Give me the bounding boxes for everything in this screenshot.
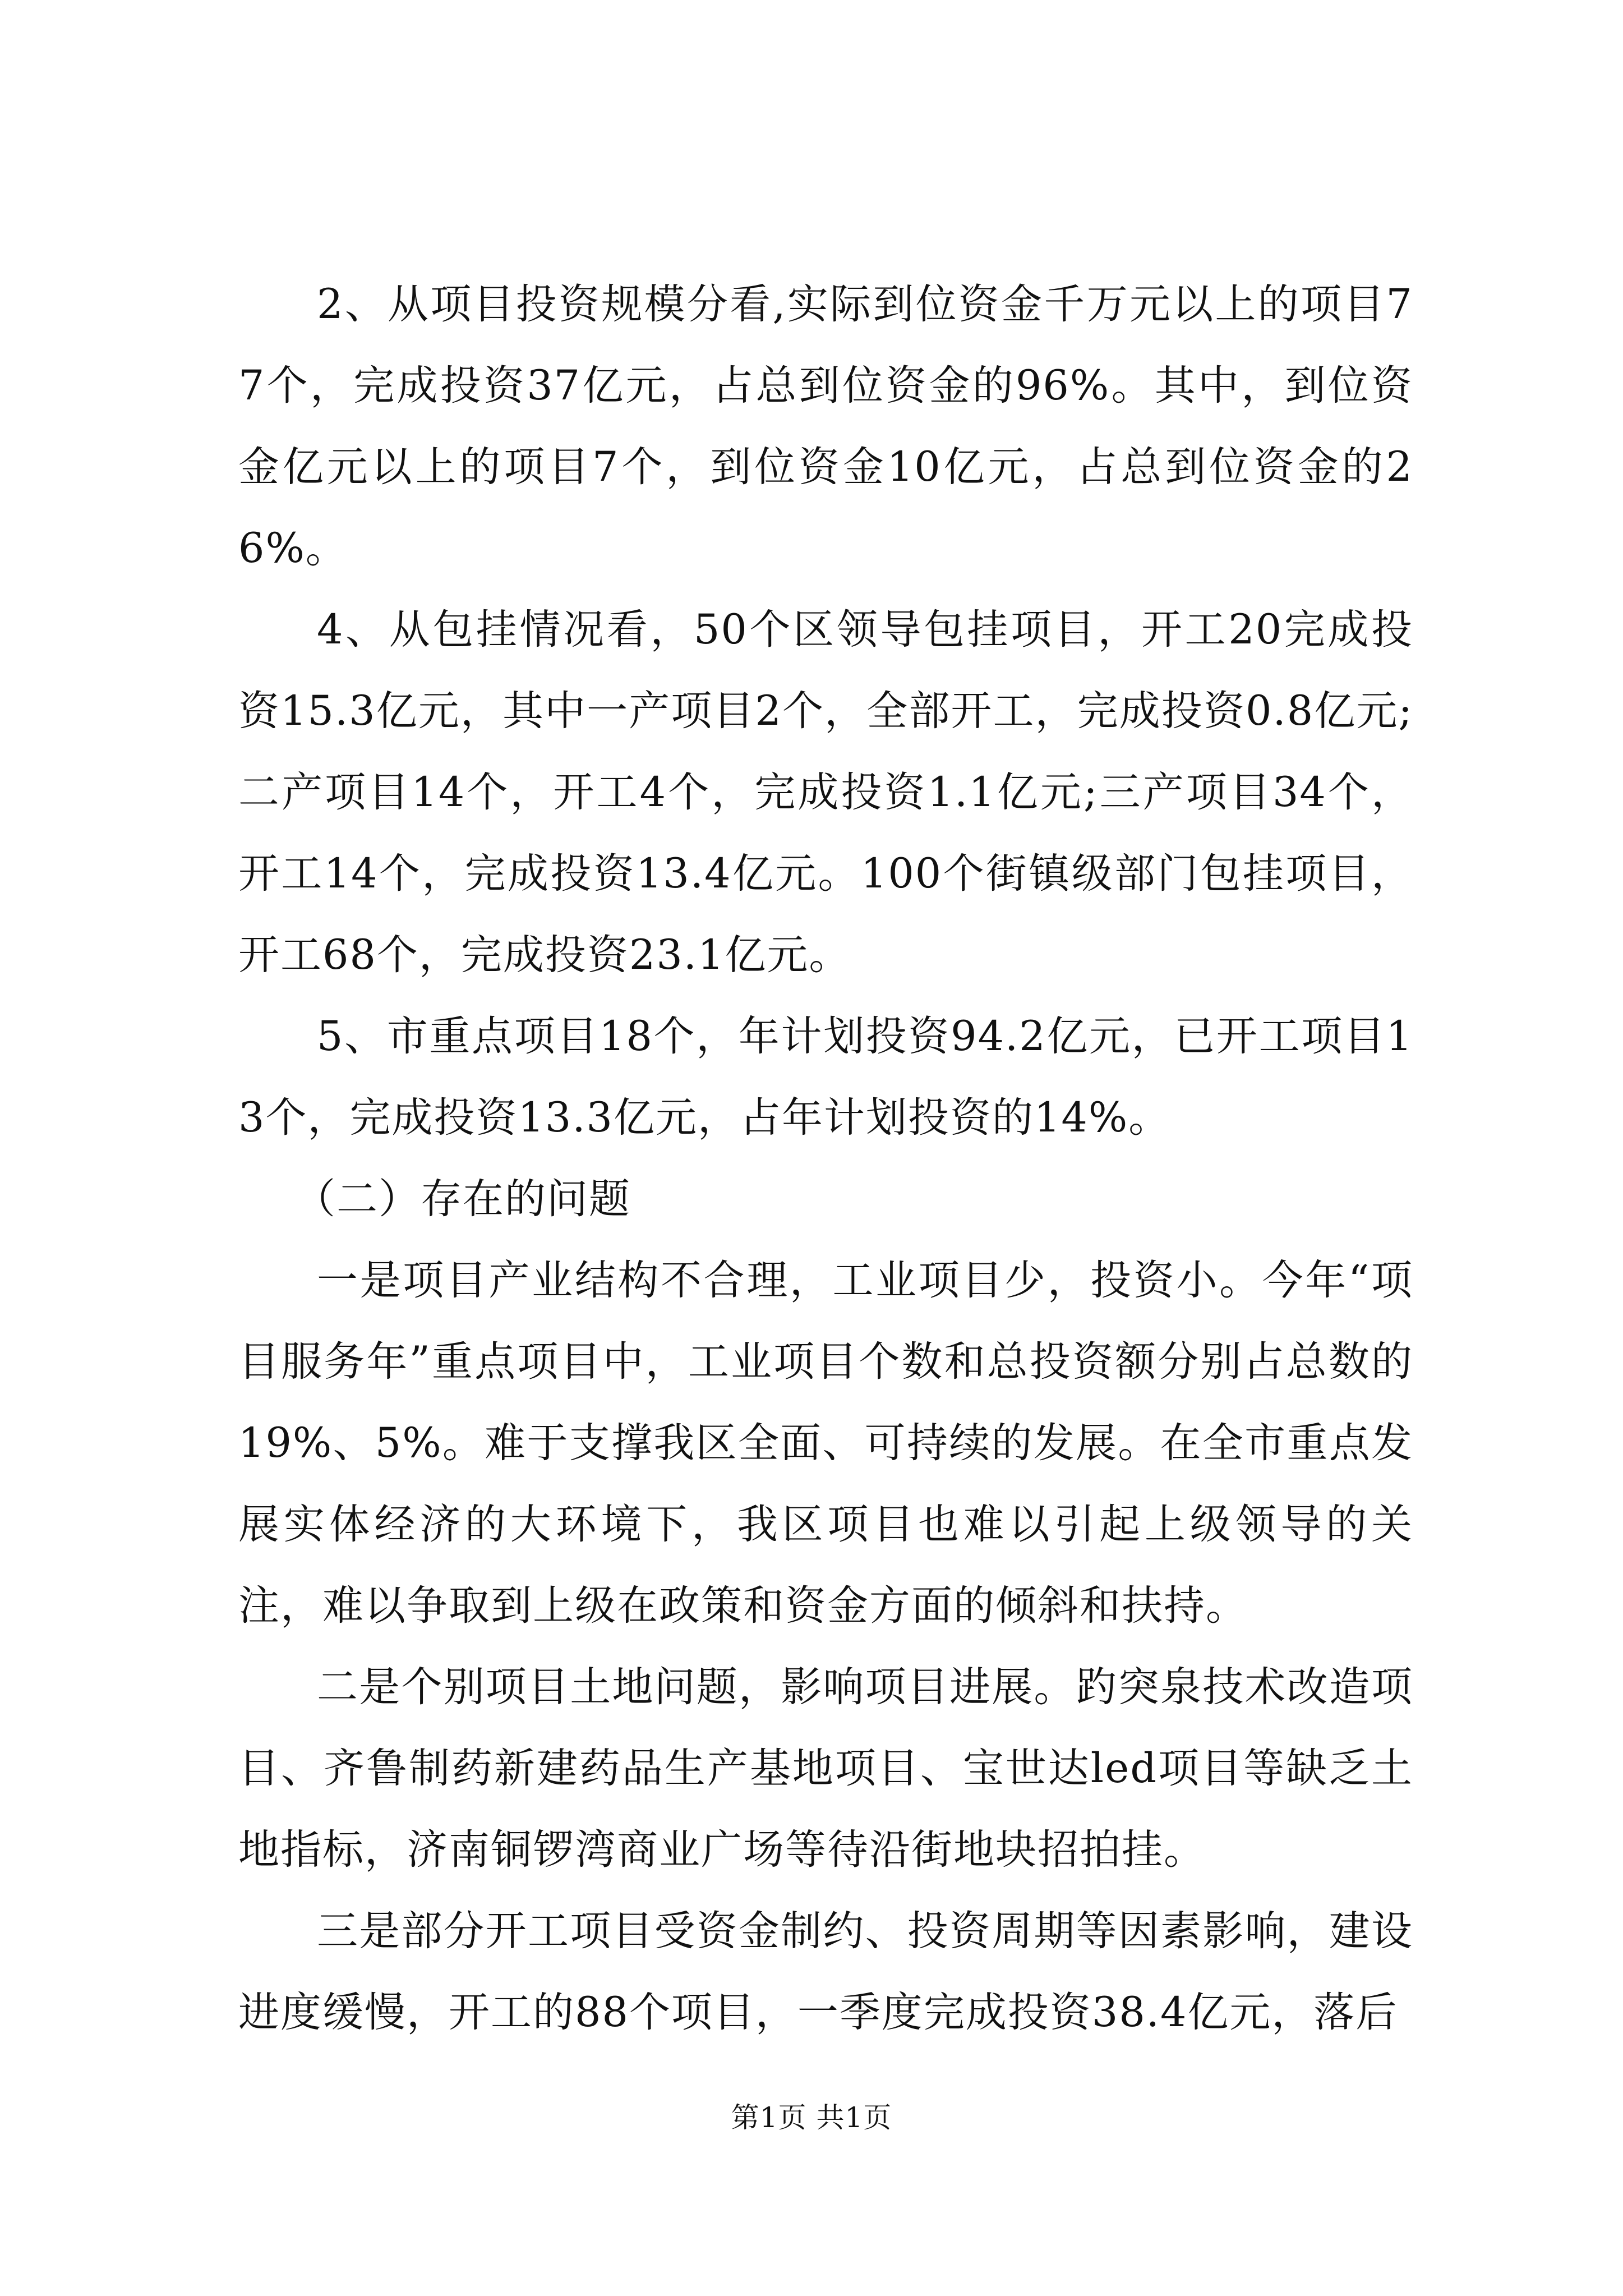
paragraph-problem-land: 二是个别项目土地问题，影响项目进展。趵突泉技术改造项目、齐鲁制药新建药品生产基地项目、宝世达led项目等缺乏土地指标，济南铜锣湾商业广场等待沿街地块招拍挂。 (238, 1663, 1413, 1874)
section-heading-problems: （二）存在的问题 (294, 1175, 631, 1223)
paragraph-problem-industry-structure: 一是项目产业结构不合理，工业项目少，投资小。今年“项目服务年”重点项目中，工业项目个数和总投资额分别占总数的19%、5%。难于支撑我区全面、可持续的发展。在全市重点发展实体经济的大环境下，我区项目也难以引起上级领导的关注，难以争取到上级在政策和资金方面的倾斜和扶持。 (238, 1257, 1413, 1630)
page-footer: 第1页 共1页 (731, 2101, 892, 2134)
document-body (238, 264, 1413, 2053)
paragraph-problem-funding: 三是部分开工项目受资金制约、投资周期等因素影响，建设进度缓慢，开工的88个项目，一季度完成投资38.4亿元，落后 (238, 1907, 1413, 2036)
paragraph-city-key-projects: 5、市重点项目18个，年计划投资94.2亿元，已开工项目13个，完成投资13.3亿元，占年计划投资的14%。 (238, 1013, 1413, 1142)
paragraph-leadership-contracting: 4、从包挂情况看，50个区领导包挂项目，开工20完成投资15.3亿元，其中一产项目2个，全部开工，完成投资0.8亿元;二产项目14个，开工4个，完成投资1.1亿元;三产项目34个，开工14个，完成投资13.4亿元。100个街镇级部门包挂项目，开工68个，完成投资23.1亿元。 (238, 606, 1413, 979)
paragraph-investment-scale: 2、从项目投资规模分看,实际到位资金千万元以上的项目77个，完成投资37亿元，占总到位资金的96%。其中，到位资金亿元以上的项目7个，到位资金10亿元，占总到位资金的26%。 (238, 280, 1413, 572)
